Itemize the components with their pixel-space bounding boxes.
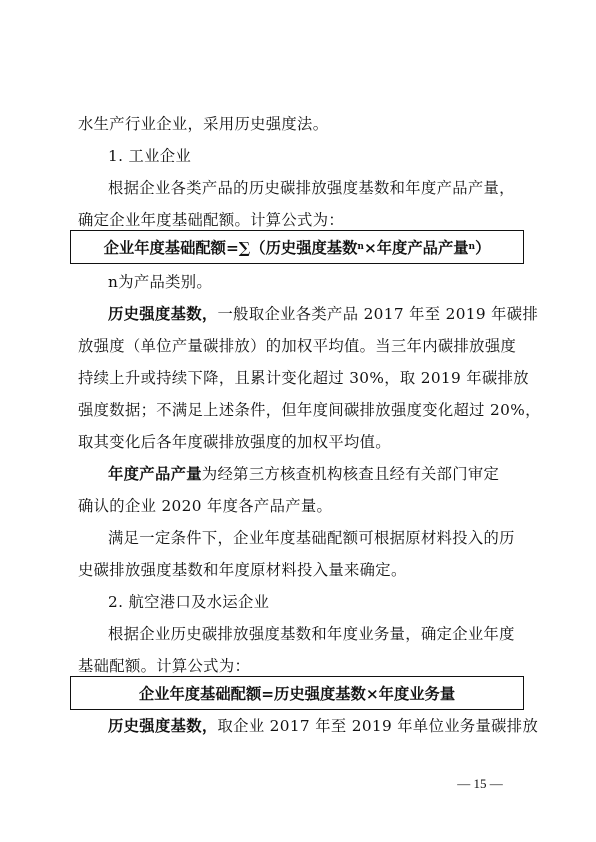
paragraph-line: n为产品类别。	[108, 273, 213, 291]
paragraph-text: 为经第三方核查机构核查且经有关部门审定	[201, 465, 500, 483]
paragraph-text: 一般取企业各类产品 2017 年至 2019 年碳排	[217, 305, 539, 323]
paragraph-line: 取其变化后各年度碳排放强度的加权平均值。	[78, 433, 391, 451]
formula-text: ）	[475, 239, 491, 257]
paragraph-line: 根据企业历史碳排放强度基数和年度业务量，确定企业年度	[108, 625, 515, 643]
formula-text: 企业年度基础配额=∑（历史强度基数	[103, 239, 358, 257]
paragraph-line: 史碳排放强度基数和年度原材料投入量来确定。	[78, 561, 407, 579]
term-annual-output: 年度产品产量	[108, 465, 202, 483]
paragraph-line: 放强度（单位产量碳排放）的加权平均值。当三年内碳排放强度	[78, 337, 517, 355]
paragraph-line: 基础配额。计算公式为：	[78, 657, 251, 675]
paragraph-line: 水生产行业企业，采用历史强度法。	[78, 115, 329, 133]
paragraph-line	[108, 464, 518, 484]
paragraph-line: 强度数据；不满足上述条件，但年度间碳排放强度变化超过 20%，	[78, 401, 541, 419]
page-number: — 15 —	[457, 776, 503, 791]
paragraph-line: 确认的企业 2020 年度各产品产量。	[78, 497, 333, 515]
formula-subscript: n	[468, 242, 476, 252]
formula-text: ×年度产品产量	[363, 239, 469, 257]
paragraph-line: 满足一定条件下，企业年度基础配额可根据原材料投入的历	[108, 529, 515, 547]
formula-box-industrial	[70, 230, 524, 264]
term-historical-intensity: 历史强度基数，	[108, 305, 218, 323]
section-heading-industrial: 1. 工业企业	[108, 147, 192, 165]
section-heading-aviation: 2. 航空港口及水运企业	[108, 593, 270, 611]
term-historical-intensity: 历史强度基数，	[108, 717, 218, 735]
paragraph-text: 取企业 2017 年至 2019 年单位业务量碳排放	[217, 717, 539, 735]
paragraph-line	[108, 716, 539, 736]
formula-box-aviation	[70, 676, 524, 710]
paragraph-line	[108, 304, 539, 324]
formula-subscript: n	[357, 242, 364, 252]
paragraph-line: 持续上升或持续下降，且累计变化超过 30%，取 2019 年碳排放	[78, 369, 529, 387]
paragraph-line: 确定企业年度基础配额。计算公式为：	[78, 211, 344, 229]
formula-text: 企业年度基础配额=历史强度基数×年度业务量	[138, 685, 456, 703]
paragraph-line: 根据企业各类产品的历史碳排放强度基数和年度产品产量，	[108, 179, 515, 197]
